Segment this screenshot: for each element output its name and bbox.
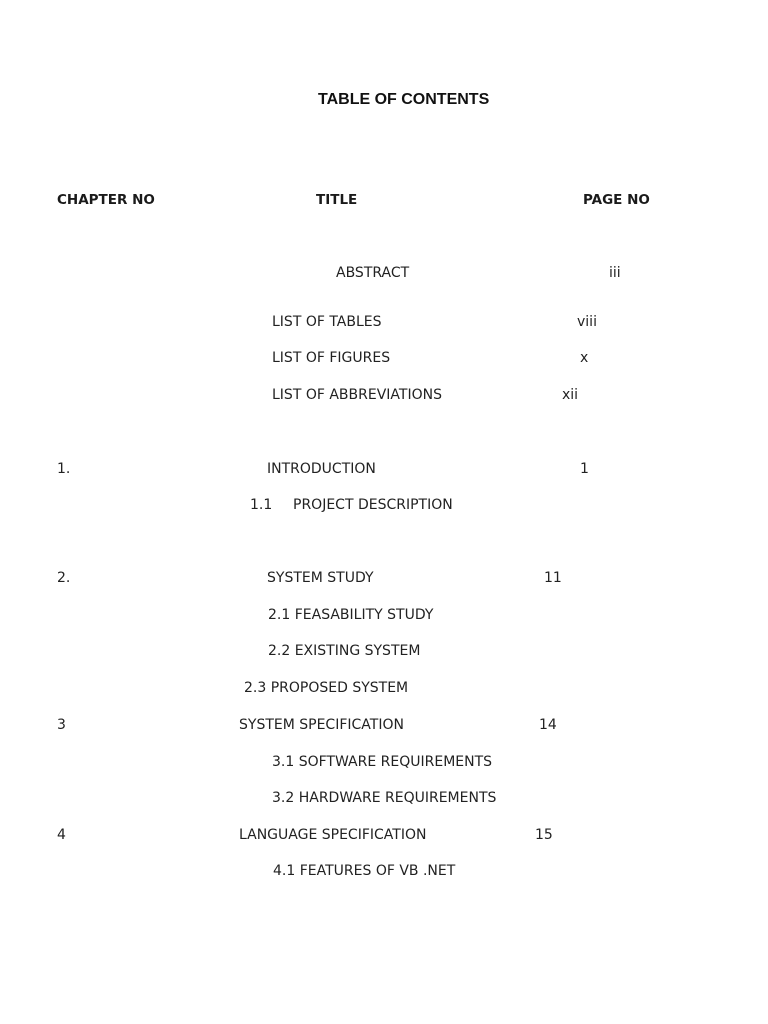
toc-entry-title: ABSTRACT xyxy=(336,265,410,281)
toc-entry-title: LIST OF ABBREVIATIONS xyxy=(272,387,442,403)
section-title: 3.2 HARDWARE REQUIREMENTS xyxy=(272,790,497,806)
section-title: 2.2 EXISTING SYSTEM xyxy=(268,643,421,659)
chapter-title: SYSTEM SPECIFICATION xyxy=(239,717,404,733)
toc-entry-title: LIST OF TABLES xyxy=(272,314,382,330)
chapter-page: 15 xyxy=(535,827,553,843)
toc-entry-title: LIST OF FIGURES xyxy=(272,350,391,366)
toc-entry-page: x xyxy=(580,350,589,366)
chapter-page: 11 xyxy=(544,570,562,586)
chapter-title: INTRODUCTION xyxy=(267,461,376,477)
chapter-page: 1 xyxy=(580,461,589,477)
chapter-number: 4 xyxy=(57,827,66,843)
section-title: PROJECT DESCRIPTION xyxy=(293,497,453,513)
section-title: 2.1 FEASABILITY STUDY xyxy=(268,607,434,623)
section-title: 2.3 PROPOSED SYSTEM xyxy=(244,680,409,696)
section-number: 1.1 xyxy=(250,497,273,513)
chapter-title: LANGUAGE SPECIFICATION xyxy=(239,827,427,843)
chapter-title: SYSTEM STUDY xyxy=(267,570,374,586)
chapter-page: 14 xyxy=(539,717,557,733)
chapter-number: 1. xyxy=(57,461,71,477)
column-header-chapter: CHAPTER NO xyxy=(57,192,155,208)
page-title: TABLE OF CONTENTS xyxy=(318,91,490,108)
chapter-number: 3 xyxy=(57,717,66,733)
chapter-number: 2. xyxy=(57,570,71,586)
toc-entry-page: xii xyxy=(562,387,579,403)
section-title: 4.1 FEATURES OF VB .NET xyxy=(273,863,456,879)
section-title: 3.1 SOFTWARE REQUIREMENTS xyxy=(272,754,493,770)
column-header-page: PAGE NO xyxy=(583,192,650,208)
toc-entry-page: viii xyxy=(577,314,597,330)
toc-entry-page: iii xyxy=(609,265,621,281)
column-header-title: TITLE xyxy=(316,192,358,208)
